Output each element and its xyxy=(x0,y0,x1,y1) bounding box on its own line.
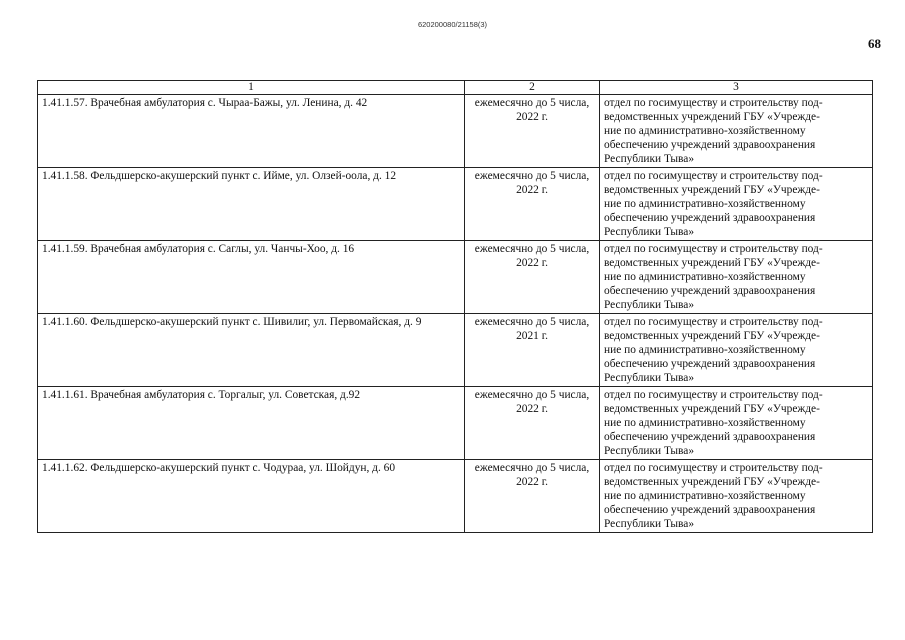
table-row xyxy=(38,168,873,241)
responsible-line: ведомственных учреждений ГБУ «Учрежде- xyxy=(604,111,820,123)
term-line: ежемесячно до 5 числа, xyxy=(474,243,590,255)
table-row xyxy=(38,95,873,168)
responsible-line: ведомственных учреждений ГБУ «Учрежде- xyxy=(604,184,820,196)
term-line: 2022 г. xyxy=(516,403,548,415)
item-cell: 1.41.1.61. Врачебная амбулатория с. Торгалыг, ул. Советская, д.92 xyxy=(38,387,465,460)
term-line: ежемесячно до 5 числа, xyxy=(474,389,590,401)
term-line: ежемесячно до 5 числа, xyxy=(474,97,590,109)
responsible-line: отдел по госимуществу и строительству под- xyxy=(604,316,823,328)
responsible-line: Республики Тыва» xyxy=(604,445,695,457)
page-number: 68 xyxy=(868,36,881,51)
responsible-line: отдел по госимуществу и строительству под- xyxy=(604,97,823,109)
responsible-cell xyxy=(600,314,873,387)
responsible-line: ние по административно-хозяйственному xyxy=(604,344,806,356)
responsible-line: обеспечению учреждений здравоохранения xyxy=(604,139,816,151)
responsible-line: Республики Тыва» xyxy=(604,518,695,530)
term-line: 2022 г. xyxy=(516,476,548,488)
column-header-1: 1 xyxy=(38,81,465,95)
responsible-line: ведомственных учреждений ГБУ «Учрежде- xyxy=(604,403,820,415)
responsible-cell xyxy=(600,460,873,533)
term-cell xyxy=(465,168,600,241)
table-header-row xyxy=(38,81,873,95)
responsible-line: ведомственных учреждений ГБУ «Учрежде- xyxy=(604,257,820,269)
responsible-cell xyxy=(600,168,873,241)
document-id: 620200080/21158(3) xyxy=(417,20,488,29)
responsible-line: обеспечению учреждений здравоохранения xyxy=(604,358,816,370)
term-cell xyxy=(465,314,600,387)
responsible-line: отдел по госимуществу и строительству под- xyxy=(604,389,823,401)
term-cell xyxy=(465,95,600,168)
term-line: 2021 г. xyxy=(516,330,548,342)
responsible-line: ние по административно-хозяйственному xyxy=(604,271,806,283)
term-cell xyxy=(465,460,600,533)
responsible-line: Республики Тыва» xyxy=(604,299,695,311)
schedule-table xyxy=(37,80,873,533)
item-cell: 1.41.1.59. Врачебная амбулатория с. Саглы, ул. Чанчы-Хоо, д. 16 xyxy=(38,241,465,314)
term-line: 2022 г. xyxy=(516,257,548,269)
responsible-line: ние по административно-хозяйственному xyxy=(604,198,806,210)
column-header-3: 3 xyxy=(600,81,873,95)
responsible-line: Республики Тыва» xyxy=(604,372,695,384)
responsible-line: отдел по госимуществу и строительству под- xyxy=(604,243,823,255)
term-line: ежемесячно до 5 числа, xyxy=(474,462,590,474)
table-row xyxy=(38,241,873,314)
term-line: 2022 г. xyxy=(516,111,548,123)
responsible-line: ведомственных учреждений ГБУ «Учрежде- xyxy=(604,476,820,488)
item-cell: 1.41.1.58. Фельдшерско-акушерский пункт с. Ийме, ул. Олзей-оола, д. 12 xyxy=(38,168,465,241)
responsible-line: ние по административно-хозяйственному xyxy=(604,125,806,137)
table-row xyxy=(38,387,873,460)
responsible-line: ние по административно-хозяйственному xyxy=(604,490,806,502)
term-cell xyxy=(465,241,600,314)
term-line: ежемесячно до 5 числа, xyxy=(474,170,590,182)
table-row xyxy=(38,460,873,533)
responsible-line: Республики Тыва» xyxy=(604,153,695,165)
responsible-line: обеспечению учреждений здравоохранения xyxy=(604,504,816,516)
responsible-line: обеспечению учреждений здравоохранения xyxy=(604,431,816,443)
item-cell: 1.41.1.57. Врачебная амбулатория с. Чыраа-Бажы, ул. Ленина, д. 42 xyxy=(38,95,465,168)
term-line: 2022 г. xyxy=(516,184,548,196)
item-cell: 1.41.1.60. Фельдшерско-акушерский пункт с. Шивилиг, ул. Первомайская, д. 9 xyxy=(38,314,465,387)
responsible-cell xyxy=(600,95,873,168)
responsible-line: обеспечению учреждений здравоохранения xyxy=(604,212,816,224)
column-header-2: 2 xyxy=(465,81,600,95)
responsible-cell xyxy=(600,387,873,460)
responsible-line: ведомственных учреждений ГБУ «Учрежде- xyxy=(604,330,820,342)
responsible-line: Республики Тыва» xyxy=(604,226,695,238)
table-row xyxy=(38,314,873,387)
responsible-line: обеспечению учреждений здравоохранения xyxy=(604,285,816,297)
responsible-line: отдел по госимуществу и строительству под- xyxy=(604,170,823,182)
term-cell xyxy=(465,387,600,460)
item-cell: 1.41.1.62. Фельдшерско-акушерский пункт с. Чодураа, ул. Шойдун, д. 60 xyxy=(38,460,465,533)
responsible-cell xyxy=(600,241,873,314)
responsible-line: отдел по госимуществу и строительству под- xyxy=(604,462,823,474)
term-line: ежемесячно до 5 числа, xyxy=(474,316,590,328)
responsible-line: ние по административно-хозяйственному xyxy=(604,417,806,429)
